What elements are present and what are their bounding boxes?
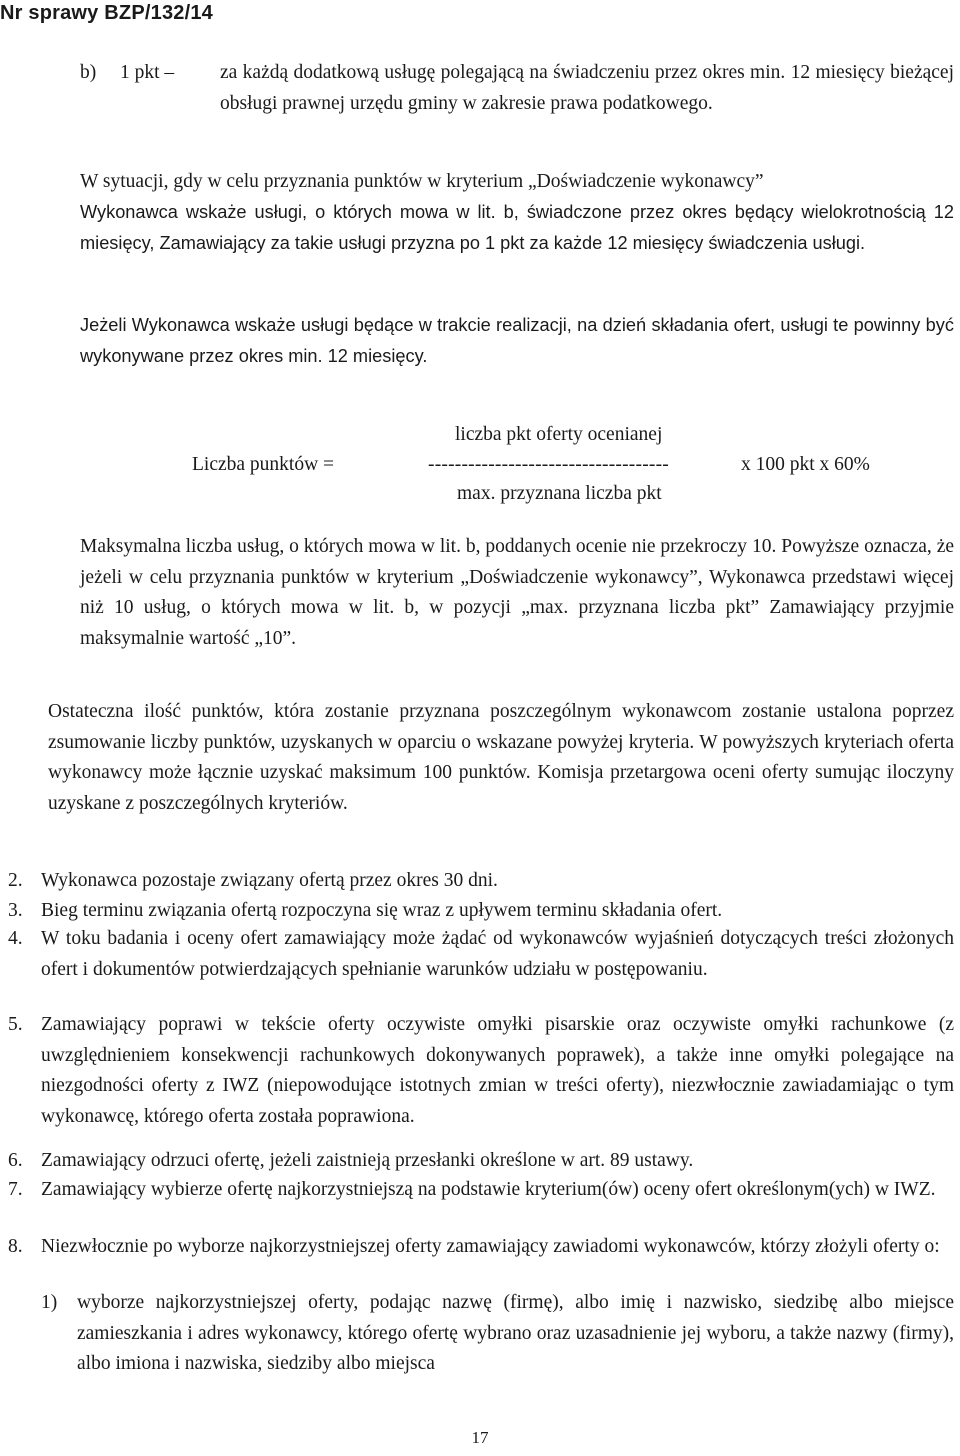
ongoing-services-paragraph: Jeżeli Wykonawca wskaże usługi będące w trakcie realizacji, na dzień składania ofert, usługi te powinny być wykonywane przez okres min. 12 miesięcy.	[80, 315, 954, 366]
item-b-text: za każdą dodatkową usługę polegającą na świadczeniu przez okres min. 12 miesięcy bieżącej obsługi prawnej urzędu gminy w zakresie prawa podatkowego.	[220, 62, 954, 114]
list-item-number: 2.	[8, 870, 23, 891]
situation-line-1: W sytuacji, gdy w celu przyznania punktów w kryterium „Doświadczenie wykonawcy”	[80, 171, 764, 192]
max-services-paragraph: Maksymalna liczba usług, o których mowa w lit. b, poddanych ocenie nie przekroczy 10. Powyższe oznacza, że jeżeli w celu przyznania punktów w kryterium „Doświadczenie wykonawcy”, Wykonawca przedstawi więcej niż 10 usług, o których mowa w lit. b, w pozycji „max. przyznana liczba pkt” Zamawiający przyjmie maksymalnie wartość „10”.	[80, 536, 954, 649]
list-item-text: Zamawiający wybierze ofertę najkorzystniejszą na podstawie kryterium(ów) oceny ofert określonym(ych) w IWZ.	[41, 1179, 936, 1200]
sub-item-text: wyborze najkorzystniejszej oferty, podając nazwę (firmę), albo imię i nazwisko, siedzibę albo miejsce zamieszkania i adres wykonawcy, którego ofertę wybrano oraz uzasadnienie jej wyboru, a także nazwy (firmy), albo imiona i nazwiska, siedziby albo miejsca	[77, 1292, 954, 1374]
final-score-paragraph: Ostateczna ilość punktów, która zostanie przyznana poszczególnym wykonawcom zostanie ustalona poprzez zsumowanie liczby punktów, uzyskanych w oparciu o wskazane powyżej kryteria. W powyższych kryteriach oferta wykonawcy może łącznie uzyskać maksimum 100 punktów. Komisja przetargowa oceni oferty sumując iloczyny uzyskane z poszczególnych kryteriów.	[48, 701, 954, 814]
item-b-label: b)	[80, 62, 97, 83]
formula-lhs: Liczba punktów =	[192, 454, 335, 475]
item-b-points: 1 pkt –	[120, 62, 175, 83]
list-item-number: 5.	[8, 1014, 23, 1035]
list-item-text: Niezwłocznie po wyborze najkorzystniejszej oferty zamawiający zawiadomi wykonawców, którzy złożyli oferty o:	[41, 1236, 940, 1257]
list-item-text: Wykonawca pozostaje związany ofertą przez okres 30 dni.	[41, 870, 498, 891]
list-item-text: Zamawiający poprawi w tekście oferty oczywiste omyłki pisarskie oraz oczywiste omyłki rachunkowe (z uwzględnieniem konsekwencji rachunkowych dokonywanych poprawek), a także inne omyłki polegające na niezgodności oferty z IWZ (niepowodujące istotnych zmian w treści oferty), niezwłocznie zawiadamiając o tym wykonawcę, którego oferta została poprawiona.	[41, 1014, 954, 1127]
list-item-text: Zamawiający odrzuci ofertę, jeżeli zaistnieją przesłanki określone w art. 89 ustawy.	[41, 1150, 694, 1171]
page-number: 17	[471, 1428, 489, 1447]
formula-divider: ------------------------------------	[428, 454, 669, 475]
situation-text: Wykonawca wskaże usługi, o których mowa w lit. b, świadczone przez okres będący wielokrotnością 12 miesięcy, Zamawiający za takie usługi przyzna po 1 pkt za każde 12 miesięcy świadczenia usługi.	[80, 202, 954, 253]
formula-denominator: max. przyznana liczba pkt	[457, 483, 662, 504]
list-item-number: 8.	[8, 1236, 23, 1257]
list-item-number: 3.	[8, 900, 23, 921]
list-item-number: 6.	[8, 1150, 23, 1171]
formula-numerator: liczba pkt oferty ocenianej	[455, 424, 663, 445]
list-item-text: Bieg terminu związania ofertą rozpoczyna się wraz z upływem terminu składania ofert.	[41, 900, 723, 921]
list-item-number: 7.	[8, 1179, 23, 1200]
sub-item-number: 1)	[41, 1292, 58, 1313]
list-item-text: W toku badania i oceny ofert zamawiający może żądać od wykonawców wyjaśnień dotyczących treści złożonych ofert i dokumentów potwierdzających spełnianie warunków udziału w postępowaniu.	[41, 928, 954, 980]
case-number-header: Nr sprawy BZP/132/14	[0, 2, 213, 24]
list-item-number: 4.	[8, 928, 23, 949]
formula-multiplier: x 100 pkt x 60%	[741, 454, 870, 475]
